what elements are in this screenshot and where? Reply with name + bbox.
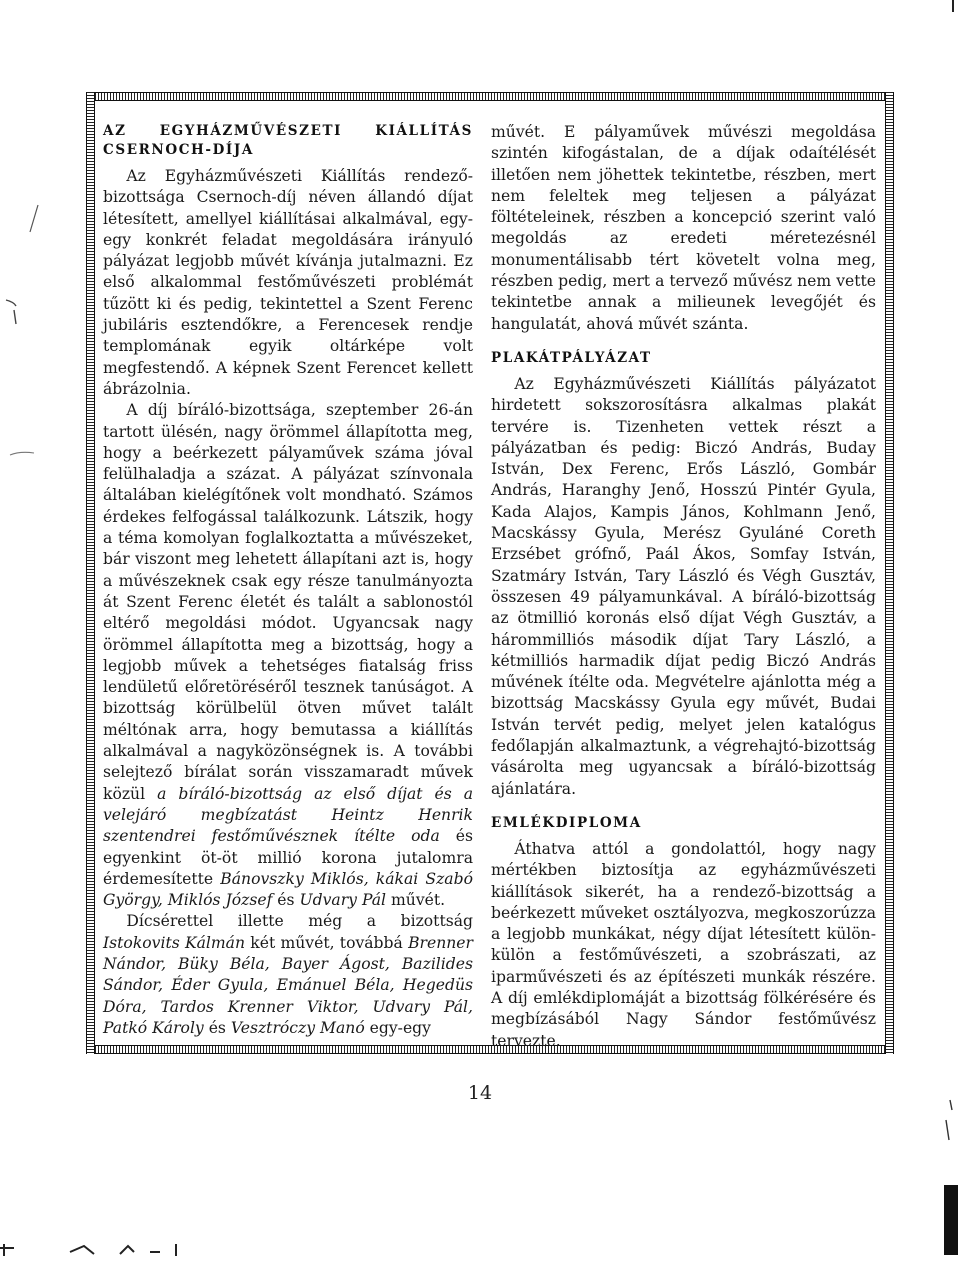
border-rule-right [885,92,894,1054]
paragraph: A díj bíráló-bizottsága, szeptember 26-án tartott ülésén, nagy örömmel állapította meg, hogy a beérkezett pályaművek száma jóval felülhaladja a százat. A pályázat színvonala általában kielégítőnek volt mondható. Számos érdekes felfogással találkozunk. Látszik, hogy a téma komolyan foglalkoztatta a művészeket, bár viszont meg lehetett állapítani azt is, hogy a művészeknek csak egy része tanulmányozta át Szent Ferenc életét és talált a sablonostól eltérő megoldási módot. Ugyancsak nagy örömmel állapította meg a bizottság, hogy a legjobb művek a tehetséges fiatalság friss lendületű előretöréséről tesznek tanúságot. A bizottság körülbelül ötven művet talált méltónak arra, hogy bemutassa a kiállítás alkalmával a nagyközönségnek is. A további selejtező bírálat során visszamaradt művek közül a bíráló-bizottság az első díjat és a velejáró megbízatást Heintz Henrik szentendrei festőművésznek ítélte oda és egyenkint öt-öt millió korona jutalomra érdemesítette Bánovszky Miklós, kákai Szabó György, Miklós József és Udvary Pál művét. [103,401,473,910]
paragraph: Az Egyházművészeti Kiállítás rendező-bizottsága Csernoch-díj néven állandó díjat létesített, amellyel kiállításai alkalmával, egy-egy konkrét feladat megoldására irányuló pályázat legjobb művét kívánja jutalmazni. Ez első alkalommal festőművészeti problémát tűzött ki és pedig, tekintettel a Szent Ferenc jubiláris esztendőkre, a Ferencesek rendje templomának egyik oltárképe volt megfestendő. A képnek Szent Ferencet kellett ábrázolnia. [103,167,473,398]
left-column [103,122,473,1039]
section-heading-emlekdiploma: EMLÉKDIPLOMA [491,814,642,831]
section-heading-csernoch: AZ EGYHÁZMŰVÉSZETI KIÁLLÍTÁS CSERNOCH-DÍJA [103,123,473,158]
paragraph: Áthatva attól a gondolattól, hogy nagy mértékben biztosítja az egyházművészeti kiállítások sikerét, ha a rendező-bizottság a beérkezett műveket osztályozva, megkoszorúzza a legjobb munkákat, négy díjat létesített külön-külön a festőművészeti, a szobrászati, az iparművészeti és az építészeti munkák részére. A díj emlékdiplomáját a bizottság fölkérésére és megbízásából Nagy Sándor festőművész tervezte. [491,839,876,1050]
page-number: 14 [467,1082,493,1104]
section-heading-plakatpalyazat: PLAKÁTPÁLYÁZAT [491,349,652,366]
paragraph: művét. E pályaművek művészi megoldása szintén kifogástalan, de a díjak odaítélését illetően nem jöhettek tekintetbe, részben, mert nem feleltek meg teljesen a pályázat föltételeinek, részben a koncepció szerint való megoldás az eredeti méretezésnél monumentálisabb tért követelt volna meg, részben pedig, mert a tervező művész nem vette tekintetbe annak a milieunek levegőjét és hangulatát, ahová művét szánta. [491,123,876,333]
page-border-frame [86,92,894,1054]
border-rule-top [86,92,894,101]
border-rule-left [86,92,95,1054]
right-column [491,122,876,1052]
paragraph: Dícsérettel illette még a bizottság Istokovits Kálmán két művét, továbbá Brenner Nándor, Büky Béla, Bayer Ágost, Bazilides Sándor, Éder Gyula, Emánuel Béla, Hegedüs Dóra, Tardos Krenner Viktor, Udvary Pál, Patkó Károly és Vesztróczy Manó egy-egy [103,912,473,1037]
paragraph: Az Egyházművészeti Kiállítás pályázatot hirdetett sokszorosításra alkalmas plakát tervére is. Tizenheten vettek részt a pályázatban és pedig: Biczó András, Buday István, Dex Ferenc, Erős László, Gombár András, Haranghy Jenő, Hosszú Pintér Gyula, Kada Alajos, Kampis János, Kohlmann Jenő, Macskássy Gyula, Merész Gyuláné Coreth Erzsébet grófnő, Paál Ákos, Somfay István, Szatmáry István, Tary László és Végh Gusztáv, összesen 49 pályamunkával. A bíráló-bizottság az ötmillió koronás első díjat Végh Gusztáv, a hárommilliós második díjat Tary László, a kétmilliós harmadik díjat pedig Biczó András művének ítélte oda. Megvételre ajánlotta még a bizottság Macskássy Gyula egy művét, Budai István tervét pedig, melyet jelen katalógus fedőlapján alkalmaztunk, a végrehajtó-bizottság vásárolta meg ugyancsak a bíráló-bizottság ajánlatára. [491,374,876,798]
